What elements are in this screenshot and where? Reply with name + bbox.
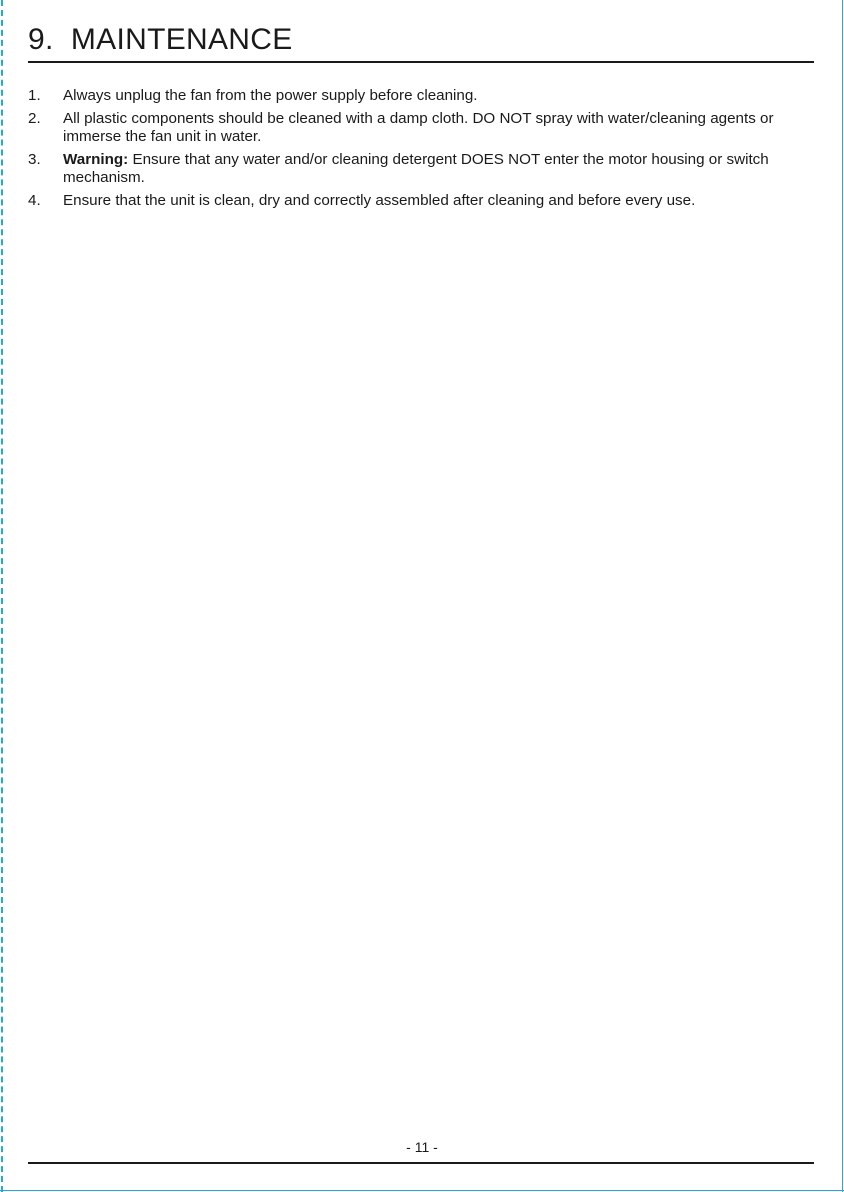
page-number: - 11 - <box>406 1139 438 1155</box>
item-number: 2. <box>28 109 41 127</box>
warning-label: Warning: <box>63 150 129 168</box>
title-divider <box>28 61 814 63</box>
item-number: 4. <box>28 191 41 209</box>
list-item <box>28 151 818 188</box>
footer-divider <box>28 1162 814 1164</box>
list-item <box>28 87 818 106</box>
item-text: Ensure that any water and/or cleaning detergent DOES NOT enter the motor housing or switch mechanism. <box>63 150 769 186</box>
crop-mark-left <box>1 0 3 1192</box>
section-title: 9. MAINTENANCE <box>28 23 293 56</box>
item-number: 3. <box>28 150 41 168</box>
item-number: 1. <box>28 87 41 104</box>
item-text: Always unplug the fan from the power supply before cleaning. <box>63 87 478 104</box>
list-item <box>28 192 818 211</box>
item-text: All plastic components should be cleaned with a damp cloth. DO NOT spray with water/cleaning agents or immerse the fan unit in water. <box>63 109 774 145</box>
item-text: Ensure that the unit is clean, dry and correctly assembled after cleaning and before every use. <box>63 191 696 209</box>
list-item <box>28 110 818 147</box>
crop-mark-right <box>842 0 843 1192</box>
crop-mark-bottom <box>0 1190 844 1191</box>
maintenance-list <box>28 87 818 214</box>
